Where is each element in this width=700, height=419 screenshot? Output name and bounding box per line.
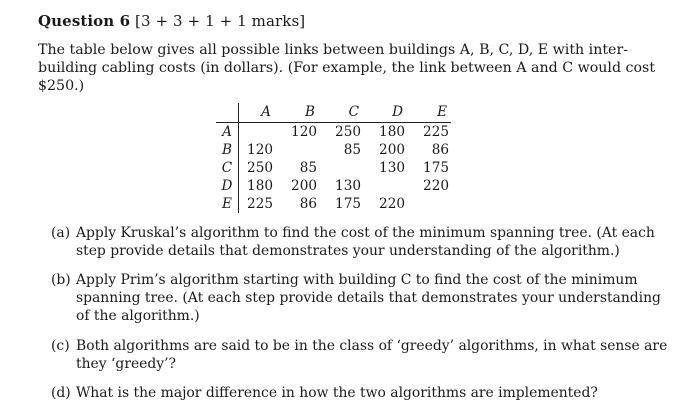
column-header: E bbox=[407, 103, 451, 123]
table-cell: 250 bbox=[335, 124, 361, 140]
column-header: D bbox=[363, 103, 407, 123]
table-cell: 85 bbox=[343, 142, 361, 158]
part-line: step provide details that demonstrates your understanding of the algorithm.) bbox=[76, 243, 620, 259]
table-header-row bbox=[216, 103, 451, 123]
table-row bbox=[216, 141, 451, 159]
part-label: (c) bbox=[51, 338, 70, 354]
table-cell: 180 bbox=[247, 178, 273, 194]
part-line: Apply Prim’s algorithm starting with building C to find the cost of the minimum bbox=[76, 272, 638, 288]
table-corner-cell bbox=[216, 103, 239, 123]
table-cell bbox=[407, 195, 451, 213]
table-cell: 200 bbox=[291, 178, 317, 194]
part-text bbox=[76, 384, 598, 402]
table-cell: 120 bbox=[247, 142, 273, 158]
table-cell: 250 bbox=[247, 160, 273, 176]
table-cell: 175 bbox=[335, 196, 361, 212]
cost-table bbox=[216, 103, 451, 213]
table-cell bbox=[363, 177, 407, 195]
part-line: What is the major difference in how the two algorithms are implemented? bbox=[76, 385, 598, 401]
table-cell: 225 bbox=[247, 196, 273, 212]
table-cell: 120 bbox=[291, 124, 317, 140]
row-header: D bbox=[216, 177, 239, 195]
part-text bbox=[76, 224, 655, 260]
table-cell: 86 bbox=[299, 196, 317, 212]
table-row bbox=[216, 195, 451, 213]
column-header: A bbox=[239, 103, 276, 123]
table-cell: 175 bbox=[423, 160, 449, 176]
column-header: C bbox=[319, 103, 363, 123]
part-label: (b) bbox=[51, 272, 71, 288]
table-cell: 86 bbox=[431, 142, 449, 158]
table-cell: 130 bbox=[335, 178, 361, 194]
table-cell bbox=[275, 141, 319, 159]
table-cell: 220 bbox=[379, 196, 405, 212]
table-cell: 200 bbox=[379, 142, 405, 158]
intro-line: The table below gives all possible links between buildings A, B, C, D, E with inter- bbox=[38, 42, 629, 58]
table-cell: 180 bbox=[379, 124, 405, 140]
part-line: they ‘greedy’? bbox=[76, 356, 177, 372]
row-header: A bbox=[216, 123, 239, 142]
table-cell: 130 bbox=[379, 160, 405, 176]
table-cell: 225 bbox=[423, 124, 449, 140]
column-header: B bbox=[275, 103, 319, 123]
part-line: spanning tree. (At each step provide details that demonstrates your understanding bbox=[76, 290, 661, 306]
table-row bbox=[216, 177, 451, 195]
intro-line: $250.) bbox=[38, 78, 85, 94]
table-cell bbox=[319, 159, 363, 177]
row-header: C bbox=[216, 159, 239, 177]
table-row bbox=[216, 159, 451, 177]
part-line: of the algorithm.) bbox=[76, 308, 200, 324]
row-header: E bbox=[216, 195, 239, 213]
table-row bbox=[216, 123, 451, 142]
part-label: (d) bbox=[51, 385, 71, 401]
table-cell: 85 bbox=[299, 160, 317, 176]
part-line: Apply Kruskal’s algorithm to find the cost of the minimum spanning tree. (At each bbox=[76, 225, 655, 241]
part-text bbox=[76, 337, 667, 373]
part-line: Both algorithms are said to be in the class of ‘greedy’ algorithms, in what sense are bbox=[76, 338, 668, 354]
question-number: Question 6 bbox=[38, 12, 131, 30]
table-cell bbox=[239, 123, 276, 142]
intro-line: building cabling costs (in dollars). (For example, the link between A and C would cost bbox=[38, 60, 656, 76]
question-heading bbox=[38, 12, 305, 30]
table-cell: 220 bbox=[423, 178, 449, 194]
part-label: (a) bbox=[51, 225, 71, 241]
row-header: B bbox=[216, 141, 239, 159]
part-text bbox=[76, 271, 661, 325]
question-intro bbox=[38, 41, 663, 95]
question-marks: [3 + 3 + 1 + 1 marks] bbox=[135, 12, 306, 30]
